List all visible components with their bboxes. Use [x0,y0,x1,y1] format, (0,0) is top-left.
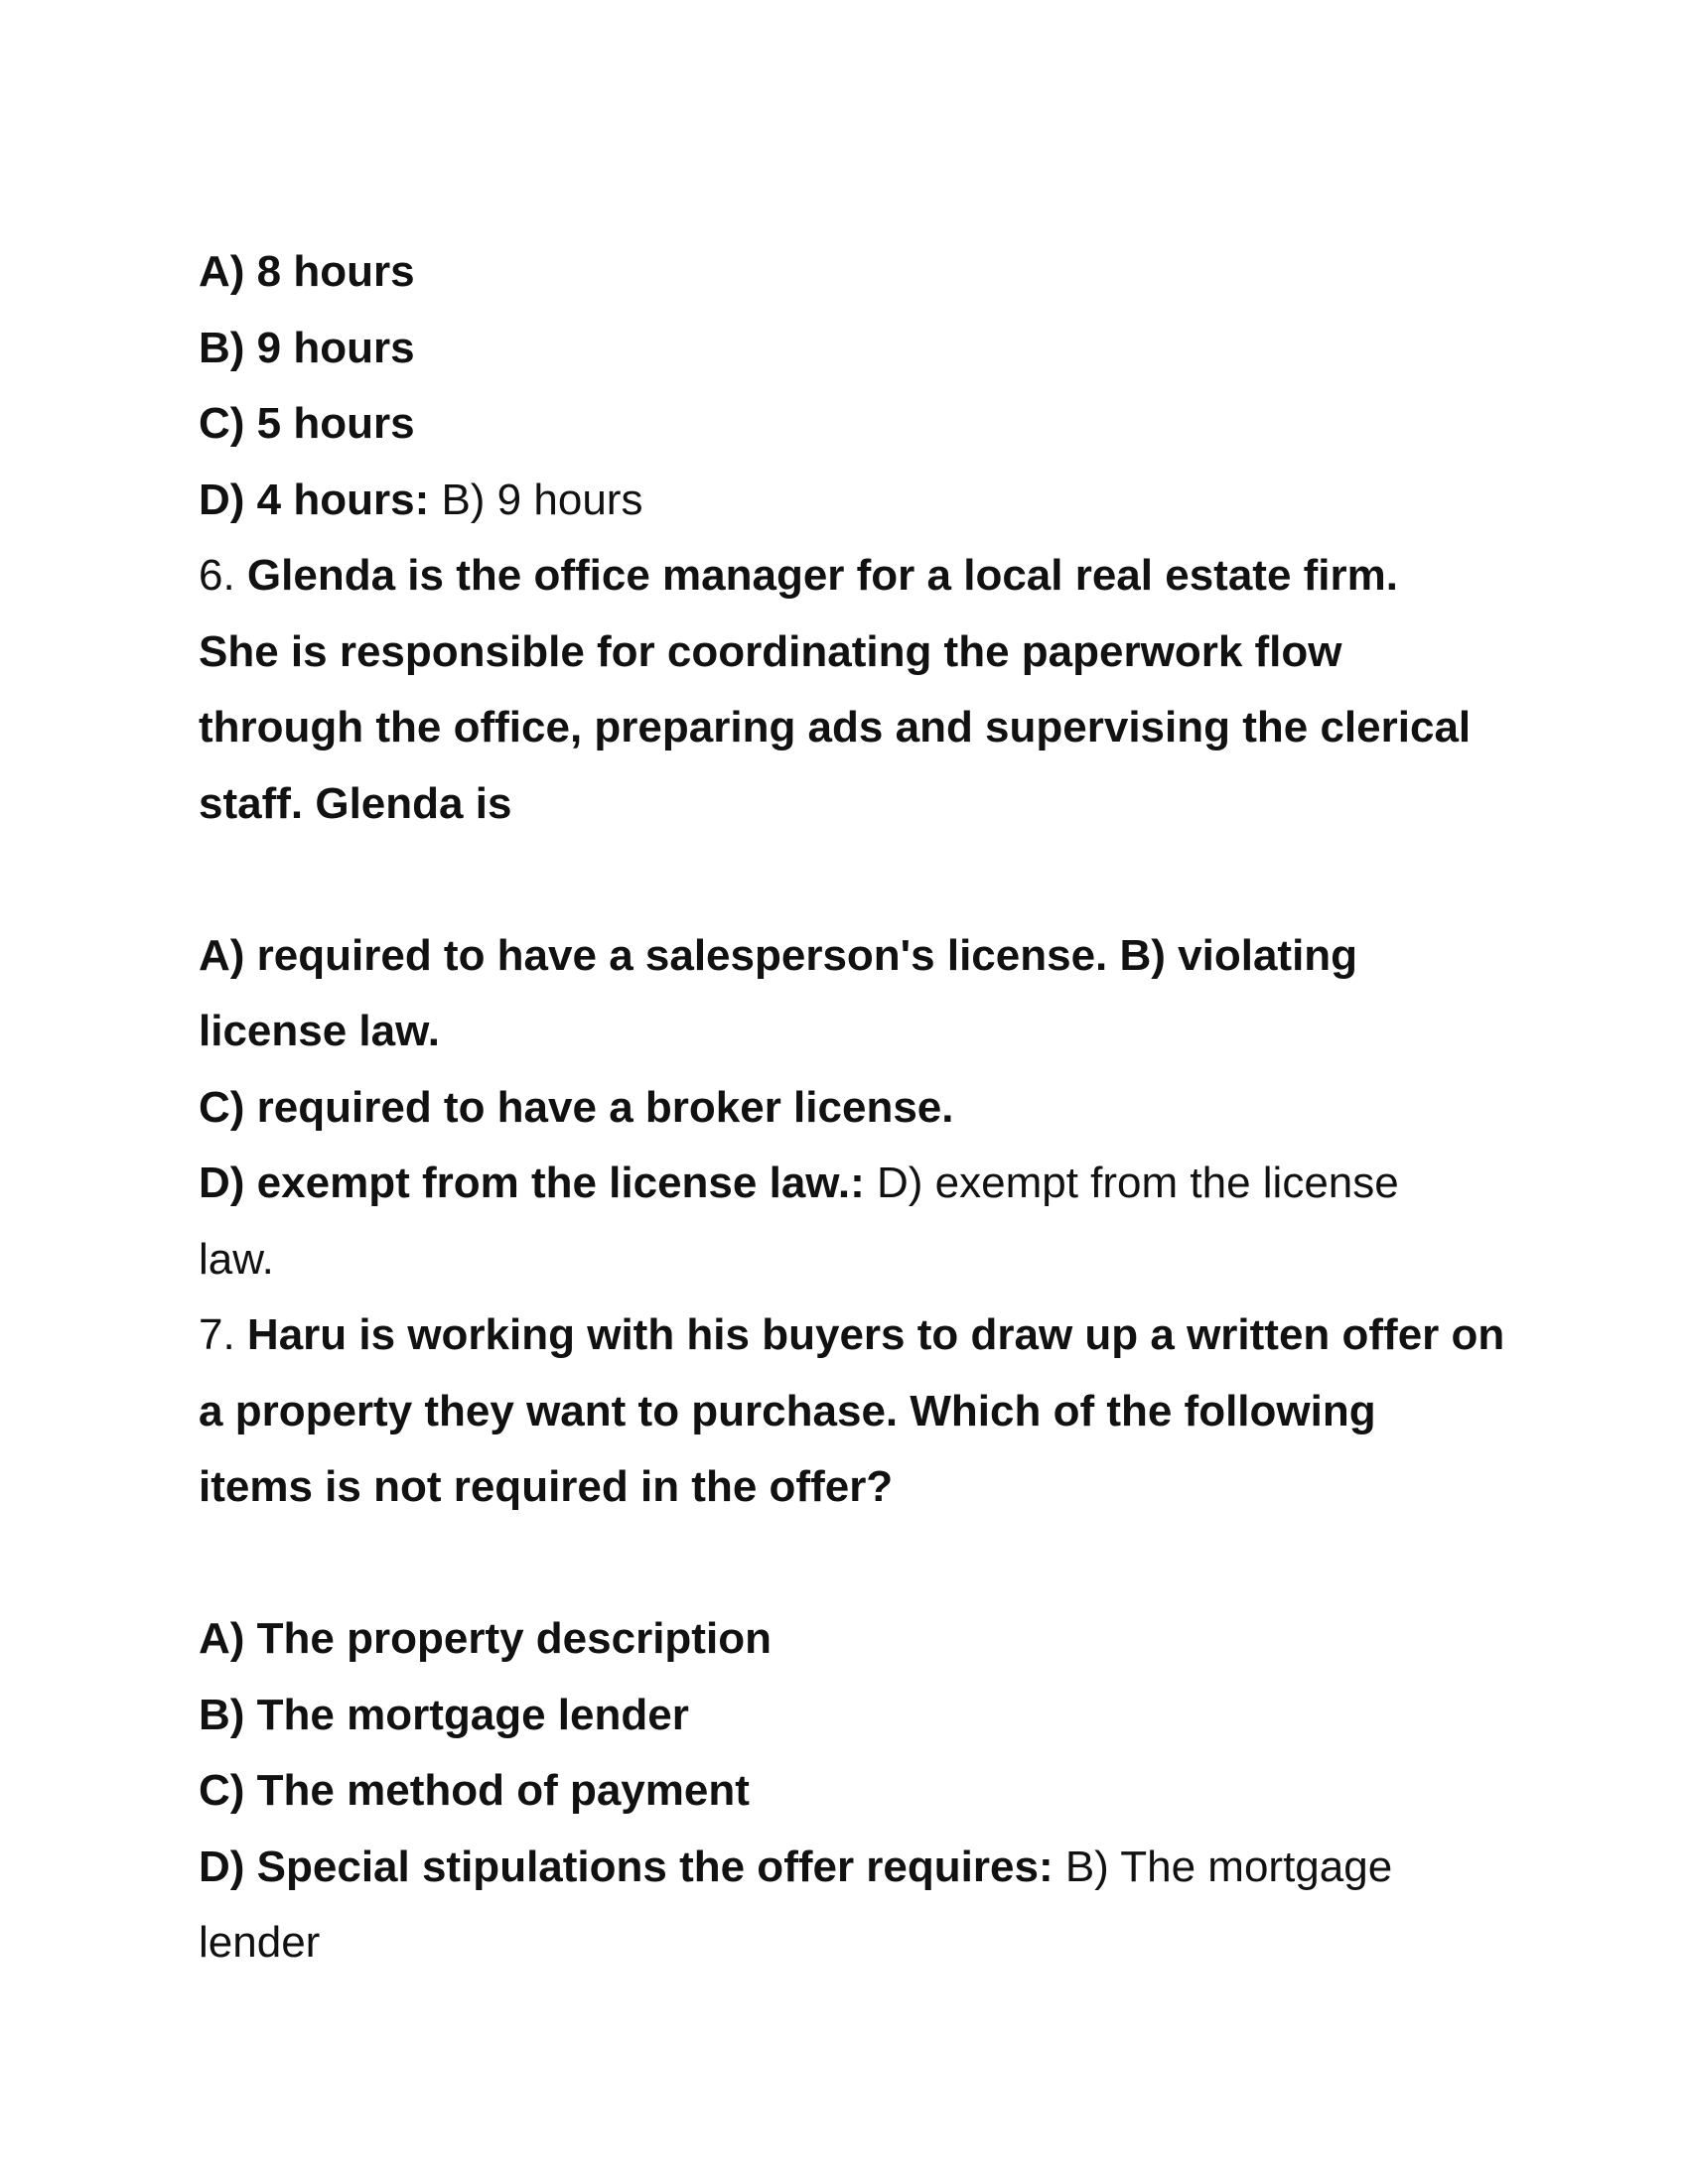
q5-answer: B) 9 hours [429,475,643,524]
q7-option-d-row [199,1830,1509,1906]
q6-number: 6. [199,551,235,600]
spacer [199,1526,1509,1602]
q6-question-text-1: Glenda is the office manager for a local real estate firm. [234,551,1398,600]
q7-option-b: B) The mortgage lender [199,1690,689,1739]
q6-option-d-row [199,1146,1509,1222]
q7-number: 7. [199,1310,235,1359]
q7-question-text-1: Haru is working with his buyers to draw up a written offer on [234,1310,1505,1359]
q7-answer-line-1: B) The mortgage [1053,1842,1393,1891]
q6-option-line-2: license law. [199,1007,440,1055]
q6-option-line-3: C) required to have a broker license. [199,1082,954,1132]
q6-question-line-1 [199,538,1509,614]
q7-option-c: C) The method of payment [199,1766,750,1815]
q7-option-a: A) The property description [199,1614,772,1663]
q6-option-line-1: A) required to have a salesperson's license. B) violating [199,930,1358,980]
q5-option-d-row [199,463,1509,539]
q6-question-line-2: She is responsible for coordinating the paperwork flow [199,626,1342,676]
q6-answer-line-1: D) exempt from the license [864,1159,1399,1207]
q6-question-line-4: staff. Glenda is [199,778,512,828]
document-page [199,234,1509,1981]
q7-question-line-3: items is not required in the offer? [199,1462,894,1511]
q6-option-d: D) exempt from the license law.: [199,1159,865,1207]
q6-answer-line-2: law. [199,1234,274,1284]
q7-option-d: D) Special stipulations the offer requires: [199,1842,1054,1891]
q7-question-line-2: a property they want to purchase. Which of the following [199,1386,1376,1435]
spacer [199,842,1509,918]
q7-answer-line-2: lender [199,1918,321,1967]
q7-question-line-1 [199,1297,1509,1374]
q5-option-a: A) 8 hours [199,247,415,296]
q5-option-b: B) 9 hours [199,323,415,372]
q5-option-c: C) 5 hours [199,399,415,448]
q6-question-line-3: through the office, preparing ads and supervising the clerical [199,703,1472,751]
q5-option-d: D) 4 hours: [199,475,430,524]
